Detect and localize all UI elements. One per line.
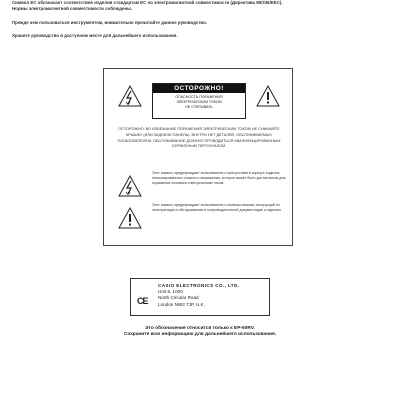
caution-line: ЭЛЕКТРИЧЕСКИМ ТОКОМ	[176, 100, 222, 104]
footer-note	[100, 326, 300, 338]
footer-line: Это обозначение относится только к EP-60RV.	[145, 326, 255, 331]
exclamation-warning-icon	[118, 207, 142, 229]
caution-title: ОСТОРОЖНО!	[153, 84, 245, 93]
exclamation-note	[114, 203, 286, 239]
caution-line: НЕ ОТКРЫВАТЬ	[185, 105, 213, 109]
caution-line: ОПАСНОСТЬ ПОРАЖЕНИЯ	[175, 95, 223, 99]
intro-text	[12, 0, 388, 39]
exclamation-note-text: Этот символ предупреждает пользователя о наличии важных инструкций по эксплуатации и обслуживанию в сопроводительной документации к изделию.	[152, 203, 282, 213]
intro-paragraph: Символ ЕС обозначает соответствие изделия стандартам ЕС по электромагнитной совместимости (Директива 89/336/EEC).	[12, 0, 283, 5]
intro-paragraph: Нормы электромагнитной совместимости соблюдены.	[12, 6, 133, 11]
address-line: London NW2 7JP, U.K.	[158, 301, 205, 307]
company-name: CASIO ELECTRONICS CO., LTD.	[158, 283, 240, 288]
safety-warning-box	[103, 68, 293, 246]
lightning-warning-icon	[118, 175, 142, 197]
intro-paragraph: Храните руководство в доступном месте для дальнейшего использования.	[12, 33, 178, 38]
lightning-warning-icon	[118, 85, 142, 107]
footer-line: Сохраните всю информацию для дальнейшего использования.	[123, 332, 277, 338]
caution-label-body	[153, 93, 245, 110]
exclamation-warning-icon	[256, 85, 280, 107]
lightning-note-text: Этот символ предупреждает пользователя о присутствии в корпусе изделия неизолированного опасного напряжения, которое может быть достаточным для поражения человека электрическим током.	[152, 171, 286, 186]
ce-mark: CE	[137, 296, 148, 306]
caution-label	[152, 83, 246, 119]
address-line: North Circular Road	[158, 295, 199, 301]
warning-paragraph: ОСТОРОЖНО: ВО ИЗБЕЖАНИЕ ПОРАЖЕНИЯ ЭЛЕКТРИЧЕСКИМ ТОКОМ НЕ СНИМАЙТЕ КРЫШКУ (ИЛИ ЗАДНЮЮ ПАНЕЛЬ). ВНУТРИ НЕТ ДЕТАЛЕЙ, ОБСЛУЖИВАЕМЫХ ПОЛЬЗОВАТЕЛЕМ. ОБСЛУЖИВАНИЕ ДОЛЖНО ПРОВОДИТЬСЯ КВАЛИФИЦИРОВАННЫМ СЕРВИСНЫМ ПЕРСОНАЛОМ.	[117, 127, 281, 149]
address-lines	[158, 283, 239, 308]
address-line: Unit 6, 1000	[158, 289, 183, 295]
manufacturer-address-box	[130, 278, 270, 316]
lightning-note	[114, 171, 286, 207]
intro-paragraph: Прежде чем пользоваться инструментом, внимательно прочитайте данное руководство.	[12, 20, 207, 25]
